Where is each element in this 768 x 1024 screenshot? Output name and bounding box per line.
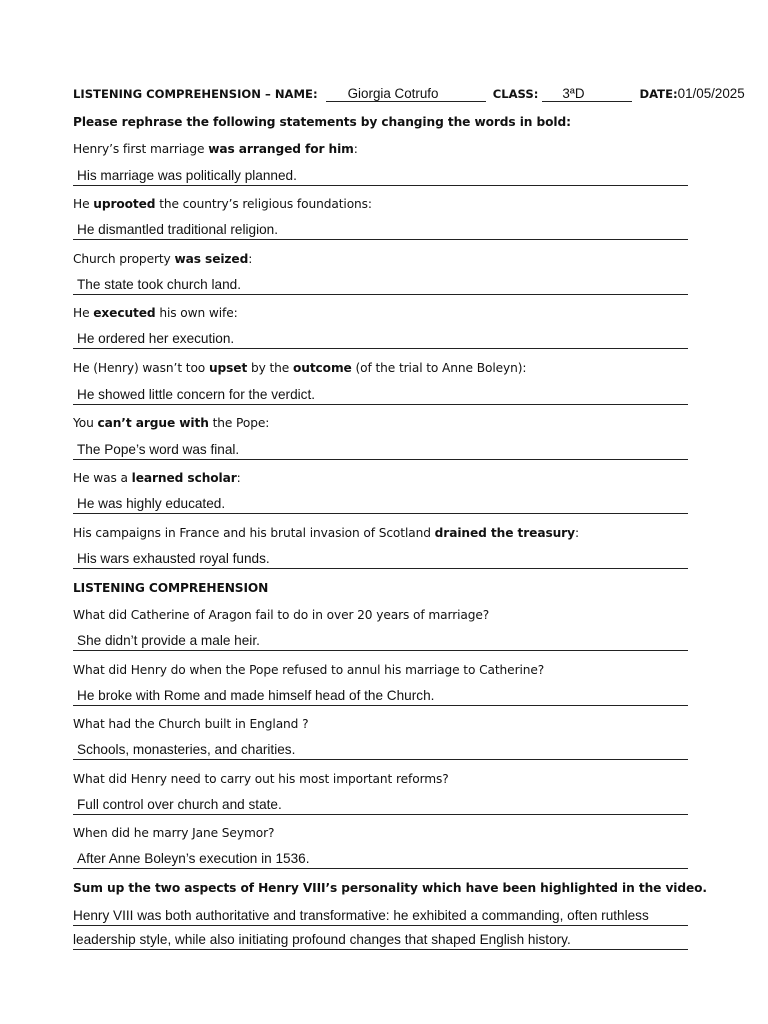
date-label: DATE: [639, 87, 678, 101]
class-label: CLASS: [492, 87, 539, 101]
question-3: What had the Church built in England ? [73, 717, 309, 731]
statement-7: He was a learned scholar: [73, 471, 241, 485]
question-answer-4[interactable]: Full control over church and state. [73, 796, 688, 815]
answer-3[interactable]: The state took church land. [73, 276, 688, 295]
question-answer-1[interactable]: She didn’t provide a male heir. [73, 632, 688, 651]
question-5: When did he marry Jane Seymor? [73, 826, 275, 840]
question-1: What did Catherine of Aragon fail to do in over 20 years of marriage? [73, 608, 490, 622]
statement-2: He uprooted the country’s religious foundations: [73, 197, 372, 211]
instructions: Please rephrase the following statements by changing the words in bold: [73, 115, 571, 129]
summary-line-2[interactable]: leadership style, while also initiating profound changes that shaped English history. [73, 930, 688, 950]
statement-6: You can’t argue with the Pope: [73, 416, 270, 430]
statement-8: His campaigns in France and his brutal invasion of Scotland drained the treasury: [73, 526, 579, 540]
question-4: What did Henry need to carry out his most important reforms? [73, 772, 449, 786]
answer-1[interactable]: His marriage was politically planned. [73, 167, 688, 186]
answer-6[interactable]: The Pope’s word was final. [73, 441, 688, 460]
date-field[interactable]: 01/05/2025 [677, 86, 745, 101]
question-answer-3[interactable]: Schools, monasteries, and charities. [73, 741, 688, 760]
question-answer-5[interactable]: After Anne Boleyn’s execution in 1536. [73, 850, 688, 869]
question-2: What did Henry do when the Pope refused to annul his marriage to Catherine? [73, 663, 545, 677]
worksheet-header [73, 87, 745, 102]
section-title: LISTENING COMPREHENSION [73, 581, 269, 595]
answer-7[interactable]: He was highly educated. [73, 495, 688, 514]
statement-5: He (Henry) wasn’t too upset by the outcome (of the trial to Anne Boleyn): [73, 361, 527, 375]
answer-5[interactable]: He showed little concern for the verdict. [73, 386, 688, 405]
summary-prompt: Sum up the two aspects of Henry VIII’s personality which have been highlighted in the video. [73, 881, 707, 895]
summary-line-1[interactable]: Henry VIII was both authoritative and transformative: he exhibited a commanding, often ruthless [73, 906, 688, 926]
answer-4[interactable]: He ordered her execution. [73, 330, 688, 349]
name-field[interactable]: Giorgia Cotrufo [326, 87, 486, 102]
statement-4: He executed his own wife: [73, 306, 238, 320]
statement-3: Church property was seized: [73, 252, 253, 266]
title-label: LISTENING COMPREHENSION – NAME: [73, 87, 318, 101]
question-answer-2[interactable]: He broke with Rome and made himself head of the Church. [73, 687, 688, 706]
answer-8[interactable]: His wars exhausted royal funds. [73, 550, 688, 569]
statement-1: Henry’s first marriage was arranged for him: [73, 142, 358, 156]
class-field[interactable]: 3ªD [542, 87, 632, 102]
answer-2[interactable]: He dismantled traditional religion. [73, 221, 688, 240]
